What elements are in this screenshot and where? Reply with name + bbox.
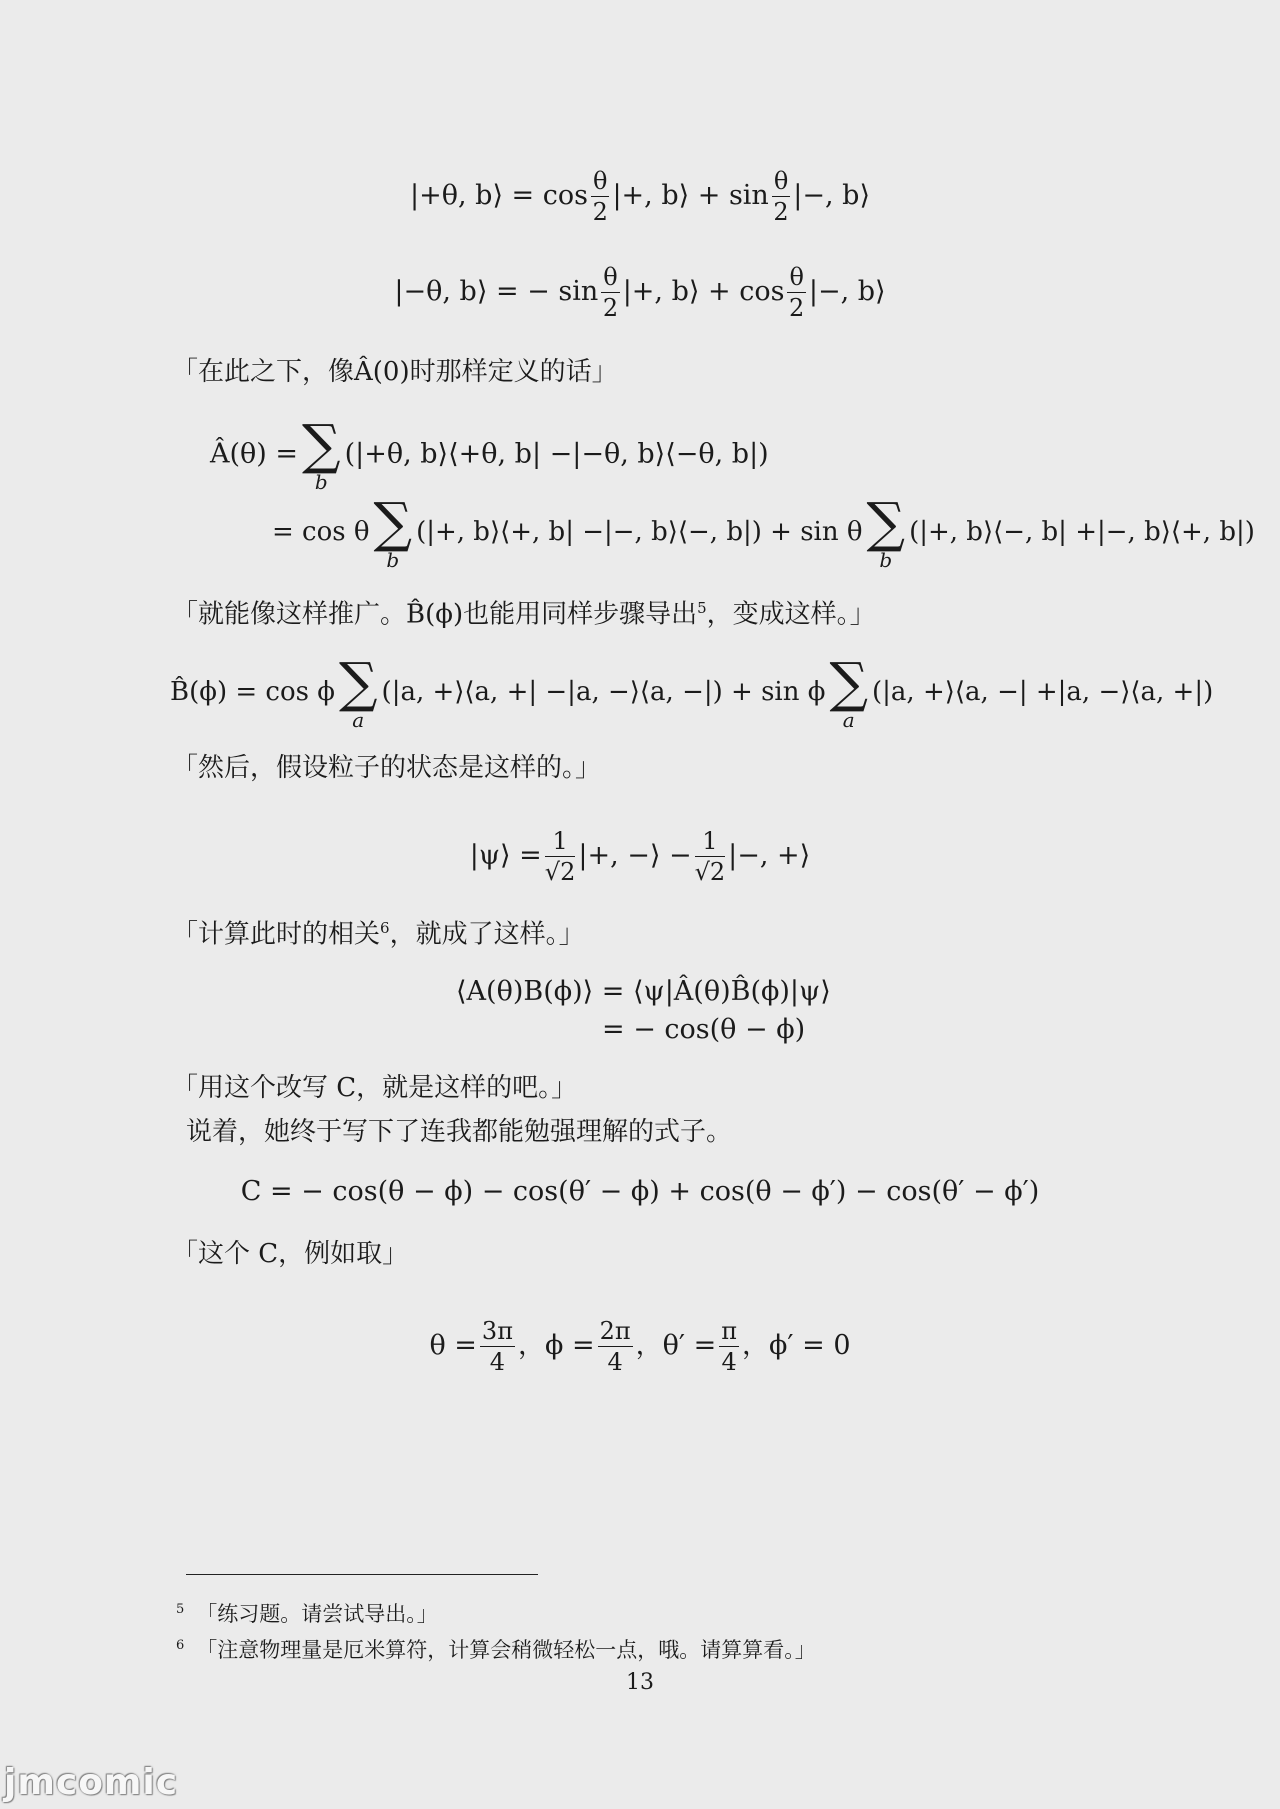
sum-sub: b — [879, 548, 893, 572]
eq8-theta: θ = — [429, 1330, 477, 1361]
equation-minus-theta — [0, 262, 1280, 323]
footnote-text: 「注意物理量是厄米算符，计算会稍微轻松一点，哦。请算算看。」 — [196, 1638, 816, 1662]
eq8-phi: ，ϕ = — [517, 1330, 595, 1361]
eq8-frac2-den: 4 — [607, 1348, 623, 1376]
sum-sigma: ∑ — [373, 491, 413, 554]
eq3-line1-lhs: Â(θ) = — [210, 438, 299, 470]
eq8-thetap: ，θ′ = — [635, 1330, 717, 1361]
equation-correlation-line2: = − cos(θ − ϕ) — [602, 1014, 806, 1045]
eq8-frac1-den: 4 — [489, 1348, 506, 1376]
eq1-end: |−, b⟩ — [793, 180, 870, 211]
eq5-frac1-num: 1 — [545, 826, 576, 857]
footnote-text: 「练习题。请尝试导出。」 — [196, 1602, 438, 1626]
eq3-line2-body1: (|+, b⟩⟨+, b| −|−, b⟩⟨−, b|) + sin θ — [416, 517, 863, 547]
eq1-frac2 — [772, 166, 790, 227]
equation-plus-theta — [0, 166, 1280, 227]
eq1-frac1-den: 2 — [592, 198, 608, 226]
eq3-line1-body: (|+θ, b⟩⟨+θ, b| −|−θ, b⟩⟨−θ, b|) — [344, 438, 769, 470]
footnote-ref-5[interactable]: 5 — [697, 599, 707, 617]
watermark-logo: jmcomic — [4, 1762, 179, 1803]
eq4-body2: (|a, +⟩⟨a, −| +|a, −⟩⟨a, +|) — [872, 677, 1214, 707]
paragraph-5: 「用这个改写 C，就是这样的吧。」 — [172, 1073, 578, 1103]
eq2-end: |−, b⟩ — [808, 276, 886, 307]
sum-symbol — [302, 413, 341, 494]
sum-sigma: ∑ — [338, 651, 378, 714]
eq5-frac1 — [545, 826, 576, 887]
paragraph-7: 「这个 C，例如取」 — [172, 1239, 409, 1269]
equation-psi — [0, 826, 1280, 887]
p2-text-b: ，变成这样。」 — [706, 599, 876, 630]
eq5-mid: |+, −⟩ − — [578, 840, 692, 871]
equation-A-theta-line2 — [272, 491, 1272, 572]
sum-sub: b — [386, 548, 400, 572]
eq3-line2-lhs: = cos θ — [272, 517, 370, 547]
eq5-frac2-den: √2 — [694, 858, 726, 886]
sum-sigma: ∑ — [829, 651, 869, 714]
paragraph-4 — [172, 910, 585, 953]
eq1-lhs: |+θ, b⟩ = cos — [410, 180, 588, 211]
p2-text-a: 「就能像这样推广。B̂(ϕ)也能用同样步骤导出 — [172, 599, 698, 630]
p4-text-b: ，就成了这样。」 — [389, 919, 585, 950]
equation-angles — [0, 1316, 1280, 1377]
sum-symbol — [829, 651, 869, 732]
eq2-frac1-num: θ — [603, 263, 618, 291]
eq2-frac1 — [601, 262, 619, 323]
eq4-lhs: B̂(ϕ) = cos ϕ — [170, 677, 335, 707]
page-number: 13 — [626, 1670, 654, 1695]
sum-sub: b — [314, 470, 328, 494]
eq5-frac1-den: √2 — [544, 858, 576, 886]
eq3-line2-body2: (|+, b⟩⟨−, b| +|−, b⟩⟨+, b|) — [909, 517, 1255, 547]
eq2-frac2-den: 2 — [789, 294, 805, 322]
sum-symbol — [338, 651, 378, 732]
eq2-frac1-den: 2 — [602, 294, 619, 322]
equation-C: C = − cos(θ − ϕ) − cos(θ′ − ϕ) + cos(θ − ϕ′) − cos(θ′ − ϕ′) — [240, 1176, 1040, 1207]
eq8-frac2-num: 2π — [599, 1317, 631, 1345]
footnote-ref-6[interactable]: 6 — [380, 919, 390, 937]
paragraph-2 — [172, 590, 876, 633]
eq4-body1: (|a, +⟩⟨a, +| −|a, −⟩⟨a, −|) + sin ϕ — [381, 677, 826, 707]
footnote-6 — [176, 1632, 816, 1664]
eq8-frac3 — [719, 1316, 739, 1377]
sum-symbol — [373, 491, 413, 572]
eq1-frac2-num: θ — [773, 167, 789, 195]
eq8-frac3-den: 4 — [721, 1348, 737, 1376]
eq1-frac2-den: 2 — [773, 198, 789, 226]
eq8-frac3-num: π — [721, 1317, 738, 1345]
footnote-mark: 5 — [176, 1602, 185, 1617]
sum-sigma: ∑ — [302, 413, 341, 476]
sum-symbol — [866, 491, 906, 572]
eq1-frac1-num: θ — [593, 167, 608, 195]
footnote-divider — [186, 1574, 538, 1575]
paragraph-1: 「在此之下，像Â(0)时那样定义的话」 — [172, 357, 618, 387]
eq8-frac1 — [480, 1316, 515, 1377]
eq5-lhs: |ψ⟩ = — [469, 840, 542, 871]
sum-sub: a — [842, 708, 855, 732]
eq1-mid: |+, b⟩ + sin — [612, 180, 769, 211]
p4-text-a: 「计算此时的相关 — [172, 919, 381, 950]
footnote-5 — [176, 1596, 438, 1628]
eq8-end: ，ϕ′ = 0 — [742, 1330, 851, 1361]
eq2-lhs: |−θ, b⟩ = − sin — [394, 276, 599, 307]
eq5-frac2 — [695, 826, 726, 887]
eq8-frac2 — [598, 1316, 633, 1377]
eq8-frac1-num: 3π — [481, 1317, 513, 1345]
equation-correlation-line1: ⟨A(θ)B(ϕ)⟩ = ⟨ψ|Â(θ)B̂(ϕ)|ψ⟩ — [456, 976, 831, 1007]
eq2-frac2-num: θ — [789, 263, 804, 291]
sum-sigma: ∑ — [866, 491, 906, 554]
paragraph-3: 「然后，假设粒子的状态是这样的。」 — [172, 753, 602, 783]
paragraph-6: 说着，她终于写下了连我都能勉强理解的式子。 — [186, 1117, 733, 1147]
equation-A-theta-line1 — [210, 413, 1210, 494]
footnote-mark: 6 — [176, 1638, 185, 1653]
sum-sub: a — [352, 708, 365, 732]
eq2-mid: |+, b⟩ + cos — [622, 276, 785, 307]
eq5-frac2-num: 1 — [695, 826, 726, 857]
equation-B-phi — [170, 651, 1250, 732]
eq2-frac2 — [787, 262, 805, 323]
eq1-frac1 — [591, 166, 609, 227]
eq5-end: |−, +⟩ — [728, 840, 811, 871]
